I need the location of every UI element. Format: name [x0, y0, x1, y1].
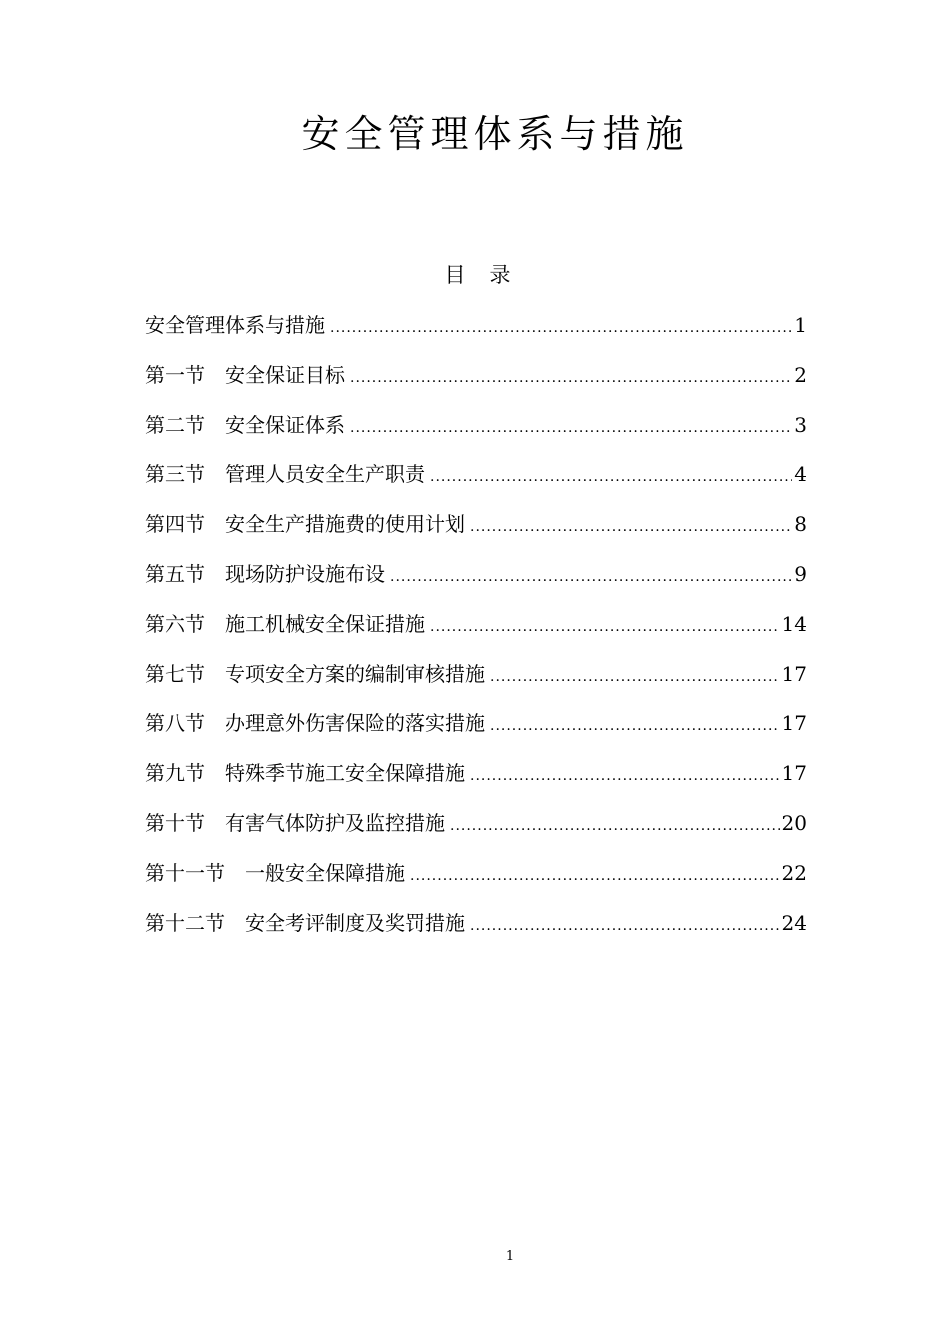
toc-leader-dots	[390, 561, 792, 593]
toc-leader-dots	[430, 611, 780, 643]
toc-entry-title: 安全保证目标	[225, 362, 345, 387]
toc-section-number: 第七节	[145, 661, 205, 686]
table-of-contents	[145, 309, 807, 956]
toc-entry[interactable]	[145, 857, 807, 907]
toc-entry-title: 安全生产措施费的使用计划	[225, 512, 465, 537]
toc-section-number: 第四节	[145, 512, 205, 537]
toc-heading-right: 录	[489, 263, 511, 287]
toc-entry-title: 施工机械安全保证措施	[225, 611, 425, 636]
toc-page-number: 17	[781, 711, 807, 736]
toc-page-number: 8	[794, 512, 807, 537]
toc-entry[interactable]	[145, 608, 807, 658]
toc-leader-dots	[450, 810, 780, 842]
toc-leader-dots	[470, 511, 792, 543]
toc-entry[interactable]	[145, 458, 807, 508]
toc-page-number: 4	[794, 462, 807, 487]
toc-section-number: 第三节	[145, 462, 205, 487]
toc-entry[interactable]	[145, 707, 807, 757]
toc-leader-dots	[490, 710, 780, 742]
toc-entry[interactable]	[145, 907, 807, 957]
toc-section-number: 第一节	[145, 362, 205, 387]
toc-page-number: 22	[781, 860, 807, 885]
toc-entry-title: 现场防护设施布设	[225, 561, 385, 586]
toc-entry-title: 一般安全保障措施	[245, 860, 405, 885]
toc-leader-dots	[430, 461, 792, 493]
toc-leader-dots	[350, 412, 792, 444]
toc-page-number: 1	[794, 313, 807, 337]
toc-page-number: 17	[781, 661, 807, 686]
toc-section-number: 第八节	[145, 711, 205, 736]
toc-entry-title: 安全保证体系	[225, 412, 345, 437]
toc-leader-dots	[470, 760, 780, 792]
toc-page-number: 2	[794, 362, 807, 387]
toc-page-number: 14	[781, 611, 807, 636]
toc-leader-dots	[410, 860, 780, 892]
toc-section-number: 第十一节	[145, 860, 225, 885]
toc-leader-dots	[490, 661, 780, 693]
toc-entry-title: 管理人员安全生产职责	[225, 462, 425, 487]
toc-entry-title: 有害气体防护及监控措施	[225, 810, 445, 835]
toc-page-number: 3	[794, 412, 807, 437]
toc-entry[interactable]	[145, 359, 807, 409]
toc-page-number: 9	[794, 561, 807, 586]
toc-entry-title: 安全考评制度及奖罚措施	[245, 910, 465, 935]
toc-section-number: 第二节	[145, 412, 205, 437]
toc-entry[interactable]	[145, 757, 807, 807]
toc-entry[interactable]	[145, 807, 807, 857]
toc-page-number: 20	[781, 810, 807, 835]
toc-section-number: 第九节	[145, 761, 205, 786]
toc-leader-dots	[330, 312, 792, 344]
toc-entry-title: 特殊季节施工安全保障措施	[225, 761, 465, 786]
toc-section-number: 第十二节	[145, 910, 225, 935]
toc-section-number: 第五节	[145, 561, 205, 586]
toc-leader-dots	[350, 362, 792, 394]
toc-entry-title: 专项安全方案的编制审核措施	[225, 661, 485, 686]
toc-entry-title: 办理意外伤害保险的落实措施	[225, 711, 485, 736]
toc-section-number: 第十节	[145, 810, 205, 835]
toc-entry-title: 安全管理体系与措施	[145, 313, 325, 337]
document-title: 安全管理体系与措施	[301, 112, 689, 156]
page-number: 1	[505, 1249, 515, 1264]
toc-heading-left: 目	[444, 263, 466, 287]
toc-section-number: 第六节	[145, 611, 205, 636]
toc-page-number: 24	[781, 910, 807, 935]
toc-leader-dots	[470, 910, 780, 942]
toc-entry[interactable]	[145, 309, 807, 359]
toc-entry[interactable]	[145, 409, 807, 459]
toc-entry[interactable]	[145, 508, 807, 558]
toc-entry[interactable]	[145, 558, 807, 608]
toc-heading	[0, 260, 950, 290]
toc-entry[interactable]	[145, 658, 807, 708]
toc-page-number: 17	[781, 761, 807, 786]
